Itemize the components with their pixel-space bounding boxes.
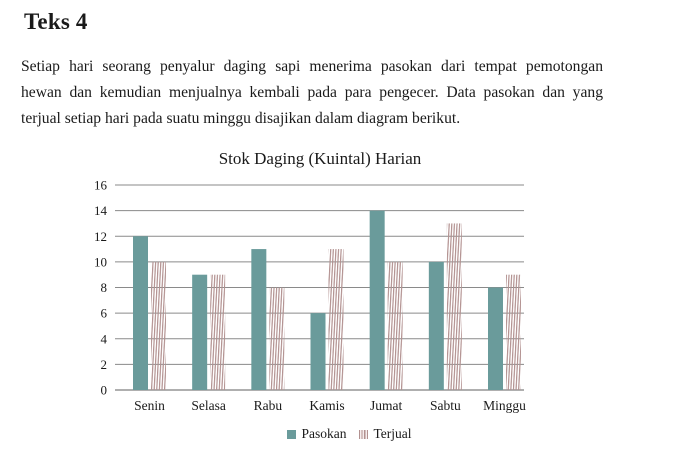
y-tick-label: 2 (100, 356, 107, 372)
bar-terjual-kamis (329, 249, 344, 390)
y-tick-label: 0 (100, 382, 107, 398)
paragraph-line: Setiap hari seorang penyalur daging sapi menerima pasokan dari tempat pemotongan (21, 58, 603, 75)
bar-pasokan-minggu (488, 288, 503, 391)
x-axis-label: Senin (134, 398, 165, 413)
x-axis-label: Sabtu (429, 398, 461, 413)
y-tick-label: 12 (94, 228, 107, 244)
chart-title: Stok Daging (Kuintal) Harian (218, 149, 422, 168)
paragraph-line: hewan dan kemudian menjualnya kembali pada para pengecer. Data pasokan dan yang (21, 84, 603, 101)
legend-item-pasokan (287, 426, 346, 442)
y-tick-label: 16 (94, 177, 107, 193)
legend-label: Terjual (373, 426, 412, 441)
bar-chart (0, 140, 699, 462)
y-tick-label: 4 (100, 331, 107, 347)
terjual-swatch-icon (359, 430, 368, 439)
bar-pasokan-selasa (192, 275, 207, 390)
section-heading: Teks 4 (24, 9, 88, 34)
y-tick-label: 14 (94, 203, 107, 219)
y-tick-label: 8 (100, 280, 107, 295)
bar-pasokan-sabtu (429, 262, 444, 390)
x-axis-label: Minggu (483, 398, 526, 413)
bar-pasokan-senin (133, 236, 148, 390)
x-axis-label: Jumat (370, 398, 403, 413)
bar-pasokan-kamis (311, 313, 326, 390)
paragraph-line: terjual setiap hari pada suatu minggu disajikan dalam diagram berikut. (21, 110, 461, 127)
bar-terjual-selasa (210, 275, 225, 390)
bar-terjual-jumat (388, 262, 403, 390)
bar-terjual-rabu (269, 288, 284, 391)
x-axis-label: Selasa (191, 398, 226, 413)
legend-label: Pasokan (301, 426, 347, 441)
bar-pasokan-rabu (251, 249, 266, 390)
bar-terjual-sabtu (447, 223, 462, 390)
y-tick-label: 6 (100, 305, 107, 321)
bar-chart-canvas (0, 140, 699, 462)
x-axis-label: Rabu (253, 398, 283, 413)
legend-item-terjual (359, 426, 411, 442)
bar-terjual-minggu (506, 275, 521, 390)
y-tick-label: 10 (94, 254, 107, 270)
intro-paragraph (21, 54, 603, 132)
chart-legend (0, 425, 699, 443)
pasokan-swatch-icon (287, 430, 296, 439)
x-axis-label: Kamis (309, 398, 345, 413)
bar-pasokan-jumat (370, 211, 385, 390)
bar-terjual-senin (151, 262, 166, 390)
